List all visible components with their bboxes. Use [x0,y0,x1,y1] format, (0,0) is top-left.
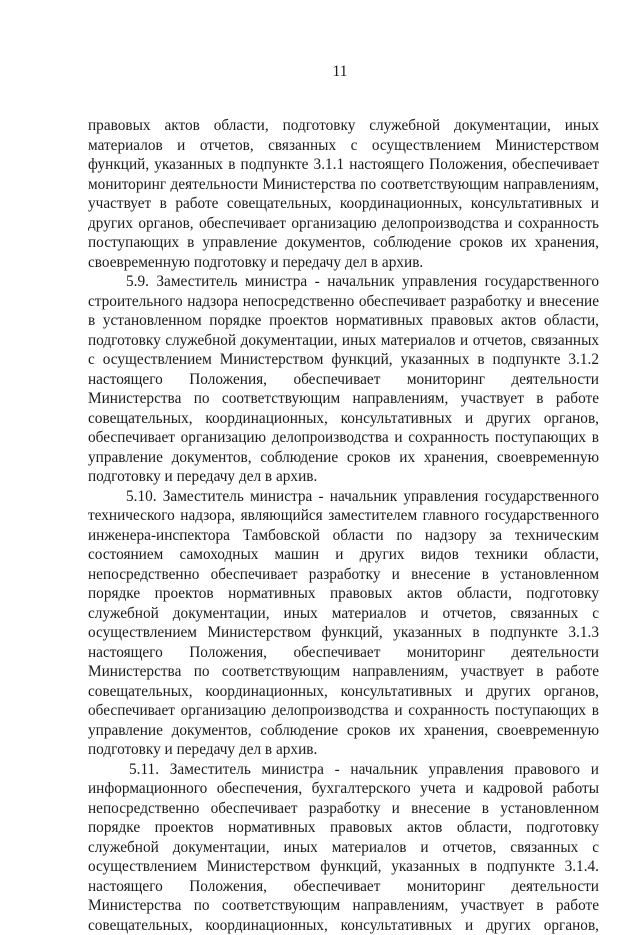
page-number: 11 [0,63,640,81]
paragraph-continuation: правовых актов области, подготовку служебной документации, иных материалов и отчетов, связанных с осуществлением Министерством функций, указанных в подпункте 3.1.1 настоящего Положения, обеспечивает мониторинг деятельности Министерства по соответствующим направлениям, участвует в работе совещательных, координационных, консультативных и других органов, обеспечивает организацию делопроизводства и сохранность поступающих в управление документов, соблюдение сроков их хранения, своевременную подготовку и передачу дел в архив. [88,116,599,272]
paragraph-5-9: 5.9. Заместитель министра - начальник управления государственного строительного надзора непосредственно обеспечивает разработку и внесение в установленном порядке проектов нормативных правовых актов области, подготовку служебной документации, иных материалов и отчетов, связанных с осуществлением Министерством функций, указанных в подпункте 3.1.2 настоящего Положения, обеспечивает мониторинг деятельности Министерства по соответствующим направлениям, участвует в работе совещательных, координационных, консультативных и других органов, обеспечивает организацию делопроизводства и сохранность поступающих в управление документов, соблюдение сроков их хранения, своевременную подготовку и передачу дел в архив. [88,272,599,487]
paragraph-5-10: 5.10. Заместитель министра - начальник управления государственного технического надзора, являющийся заместителем главного государственного инженера-инспектора Тамбовской области по надзору за техническим состоянием самоходных машин и других видов техники области, непосредственно обеспечивает разработку и внесение в установленном порядке проектов нормативных правовых актов области, подготовку служебной документации, иных материалов и отчетов, связанных с осуществлением Министерством функций, указанных в подпункте 3.1.3 настоящего Положения, обеспечивает мониторинг деятельности Министерства по соответствующим направлениям, участвует в работе совещательных, координационных, консультативных и других органов, обеспечивает организацию делопроизводства и сохранность поступающих в управление документов, соблюдение сроков их хранения, своевременную подготовку и передачу дел в архив. [88,487,599,760]
document-body [88,116,599,935]
paragraph-5-11: 5.11. Заместитель министра - начальник управления правового и информационного обеспечения, бухгалтерского учета и кадровой работы непосредственно обеспечивает разработку и внесение в установленном порядке проектов нормативных правовых актов области, подготовку служебной документации, иных материалов и отчетов, связанных с осуществлением Министерством функций, указанных в подпункте 3.1.4. настоящего Положения, обеспечивает мониторинг деятельности Министерства по соответствующим направлениям, участвует в работе совещательных, координационных, консультативных и других органов, [88,760,599,935]
